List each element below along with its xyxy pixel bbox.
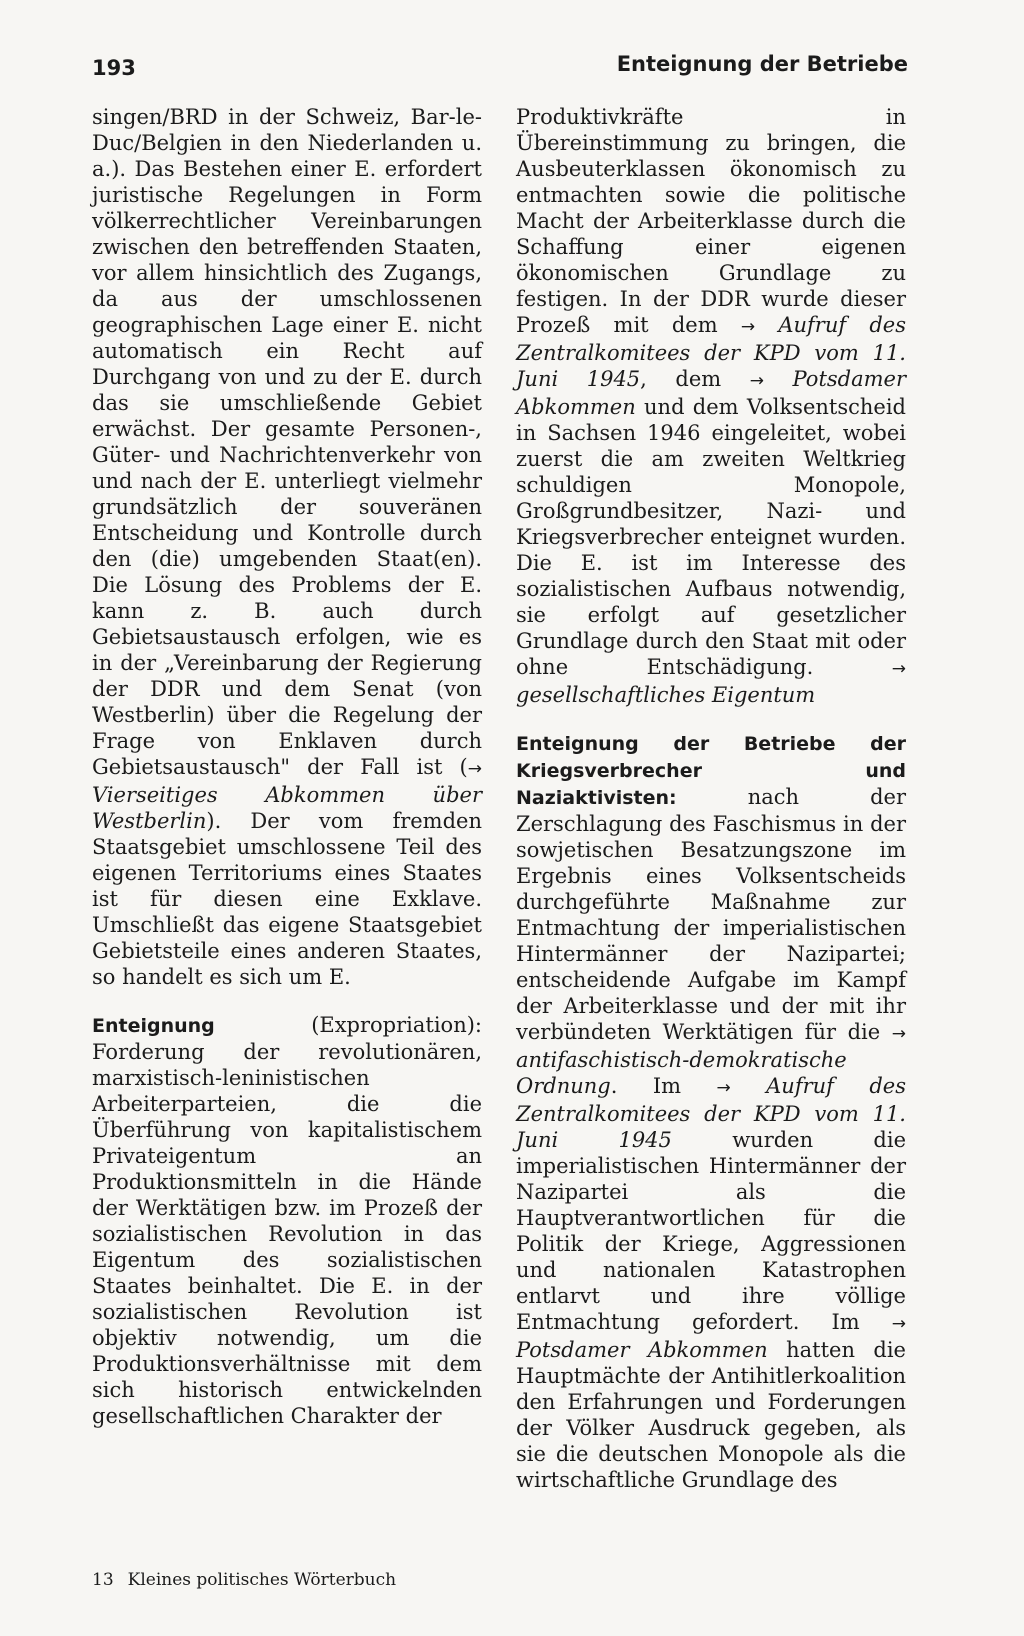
cross-reference[interactable]: gesellschaftliches Eigentum <box>516 683 816 707</box>
entry-enteignung-continuation: Produktivkräfte in Übereinstimmung zu bringen, die Ausbeuterklassen ökonomisch zu entmachten sowie die politische Macht der Arbeiterklasse durch die Schaffung einer eigenen ökonomischen Grundlage zu festigen. In der DDR wurde dieser Prozeß mit dem → Aufruf des Zentralkomitees der KPD vom 11. Juni 1945, dem → Potsdamer Abkommen und dem Volksentscheid in Sachsen 1946 eingeleitet, wobei zuerst die am zweiten Weltkrieg schuldigen Monopole, Großgrundbesitzer, Nazi- und Kriegsverbrecher enteignet wurden. Die E. ist im Interesse des sozialistischen Aufbaus notwendig, sie erfolgt auf gesetzlicher Grundlage durch den Staat mit oder ohne Entschädigung. → gesellschaftliches Eigentum <box>516 105 906 707</box>
page-header <box>92 46 908 82</box>
left-column <box>92 104 482 1429</box>
cross-reference[interactable]: antifaschistisch-demokratische Ordnung <box>516 1048 847 1098</box>
cross-reference[interactable]: Aufruf des Zentralkomitees der KPD vom 11. Juni 1945 <box>516 1074 906 1152</box>
cross-reference-arrow-icon: → <box>716 1078 731 1098</box>
book-title: Kleines politisches Wörterbuch <box>127 1570 397 1590</box>
cross-reference-arrow-icon: → <box>749 371 764 391</box>
cross-reference[interactable]: Vierseitiges Abkommen über Westberlin <box>92 783 482 833</box>
entry-enteignung-der-betriebe: Enteignung der Betriebe der Kriegsverbrecher und Naziaktivisten: nach der Zerschlagung des Faschismus in der sowjetischen Besatzungszone im Ergebnis eines Volksentscheids durchgeführte Maßnahme zur Entmachtung der imperialistischen Hintermänner der Nazipartei; entscheidende Aufgabe im Kampf der Arbeiterklasse und der mit ihr verbündeten Werktätigen für die → antifaschistisch-demokratische Ordnung. Im → Aufruf des Zentralkomitees der KPD vom 11. Juni 1945 wurden die imperialistischen Hintermänner der Nazipartei als die Hauptverantwortlichen für die Politik der Kriege, Aggressionen und nationalen Katastrophen entlarvt und ihre völlige Entmachtung gefordert. Im → Potsdamer Abkommen hatten die Hauptmächte der Antihitlerkoalition den Erfahrungen und Forderungen der Völker Ausdruck gegeben, als sie die deutschen Monopole als die wirtschaftliche Grundlage des <box>516 733 907 1492</box>
cross-reference[interactable]: Aufruf des Zentralkomitees der KPD vom 11. Juni 1945 <box>516 313 906 391</box>
right-column <box>516 104 906 1493</box>
entry-lemma: Enteignung der Betriebe der Kriegsverbrecher und Naziaktivisten: <box>516 733 906 809</box>
running-head: Enteignung der Betriebe <box>616 52 908 76</box>
entry-enklave-continuation: singen/BRD in der Schweiz, Bar-le-Duc/Belgien in den Niederlanden u. a.). Das Bestehen einer E. erfordert juristische Regelungen in Form völkerrechtlicher Vereinbarungen zwischen den betreffenden Staaten, vor allem hinsichtlich des Zugangs, da aus der umschlossenen geographischen Lage einer E. nicht automatisch ein Recht auf Durchgang von und zu der E. durch das sie umschließende Gebiet erwächst. Der gesamte Personen-, Güter- und Nachrichtenverkehr von und nach der E. unterliegt vielmehr grundsätzlich der souveränen Entscheidung und Kontrolle durch den (die) umgebenden Staat(en). Die Lösung des Problems der E. kann z. B. auch durch Gebietsaustausch erfolgen, wie es in der „Vereinbarung der Regierung der DDR und dem Senat (von Westberlin) über die Regelung der Frage von Enklaven durch Gebietsaustausch" der Fall ist (→ Vierseitiges Abkommen über Westberlin). Der vom fremden Staatsgebiet umschlossene Teil des eigenen Territoriums eines Staates ist für diesen eine Exklave. Umschließt das eigene Staatsgebiet Gebietsteile eines anderen Staates, so handelt es sich um E. <box>92 105 482 989</box>
cross-reference-arrow-icon: → <box>891 659 906 679</box>
cross-reference-arrow-icon: → <box>467 759 482 779</box>
cross-reference-arrow-icon: → <box>740 317 756 337</box>
cross-reference[interactable]: Potsdamer Abkommen <box>516 367 906 419</box>
entry-enteignung: Enteignung (Expropriation): Forderung der revolutionären, marxistisch-leninistischen Arbeiterparteien, die die Überführung von kapitalistischem Privateigentum an Produktionsmitteln in die Hände der Werktätigen bzw. im Prozeß der sozialistischen Revolution in das Eigentum des sozialistischen Staates beinhaltet. Die E. in der sozialistischen Revolution ist objektiv notwendig, um die Produktionsverhältnisse mit dem sich historisch entwickelnden gesellschaftlichen Charakter der <box>92 1013 482 1428</box>
signature-number: 13 <box>92 1570 114 1590</box>
page-footer <box>92 1570 396 1590</box>
cross-reference-arrow-icon: → <box>891 1024 906 1044</box>
cross-reference-arrow-icon: → <box>891 1314 906 1334</box>
entry-lemma: Enteignung <box>92 1015 215 1037</box>
entry-separator <box>516 708 906 730</box>
cross-reference[interactable]: Potsdamer Abkommen <box>516 1338 768 1362</box>
page-number: 193 <box>92 56 136 80</box>
entry-separator <box>92 990 482 1012</box>
